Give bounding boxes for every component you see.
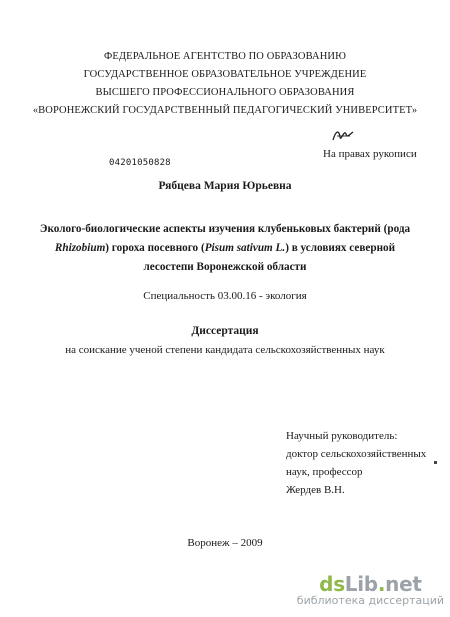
supervisor-degree: доктор сельскохозяйственных <box>286 448 427 460</box>
supervisor-title: наук, профессор <box>286 466 363 478</box>
header-line-1: ФЕДЕРАЛЬНОЕ АГЕНТСТВО ПО ОБРАЗОВАНИЮ <box>104 51 346 62</box>
manuscript-rights-note: На правах рукописи <box>323 148 417 160</box>
handwritten-signature <box>331 126 355 144</box>
author-name: Рябцева Мария Юрьевна <box>158 180 292 192</box>
degree-line: на соискание ученой степени кандидата сельскохозяйственных наук <box>65 344 385 356</box>
supervisor-name: Жердев В.Н. <box>286 484 345 496</box>
title-line-1: Эколого-биологические аспекты изучения клубеньковых бактерий (рода <box>39 223 411 235</box>
header-line-2: ГОСУДАРСТВЕННОЕ ОБРАЗОВАТЕЛЬНОЕ УЧРЕЖДЕНИЕ <box>83 69 367 80</box>
watermark-logo: dsLib.net <box>319 572 422 596</box>
supervisor-block <box>286 427 426 499</box>
header-line-4: «ВОРОНЕЖСКИЙ ГОСУДАРСТВЕННЫЙ ПЕДАГОГИЧЕСКИЙ УНИВЕРСИТЕТ» <box>32 105 418 116</box>
title-line-3: лесостепи Воронежской области <box>143 261 307 273</box>
specialty: Специальность 03.00.16 - экология <box>143 290 307 302</box>
scan-mark <box>434 461 437 464</box>
title-species: Pisum sativum L. <box>204 242 286 254</box>
header-line-3: ВЫСШЕГО ПРОФЕССИОНАЛЬНОГО ОБРАЗОВАНИЯ <box>95 87 355 98</box>
registration-code: 04201050828 <box>109 158 171 168</box>
organization-header <box>0 48 450 120</box>
title-text-b: ) в условиях северной <box>285 242 396 254</box>
title-text-a: ) гороха посевного ( <box>105 242 205 254</box>
document-type: Диссертация <box>191 325 259 337</box>
title-line-2 <box>20 239 430 258</box>
dissertation-title <box>20 220 430 277</box>
title-genus: Rhizobium <box>54 242 106 254</box>
watermark-tagline: библиотека диссертаций <box>296 594 444 607</box>
supervisor-label: Научный руководитель: <box>286 430 398 442</box>
city-year: Воронеж – 2009 <box>187 537 263 549</box>
dslib-watermark <box>297 572 444 607</box>
